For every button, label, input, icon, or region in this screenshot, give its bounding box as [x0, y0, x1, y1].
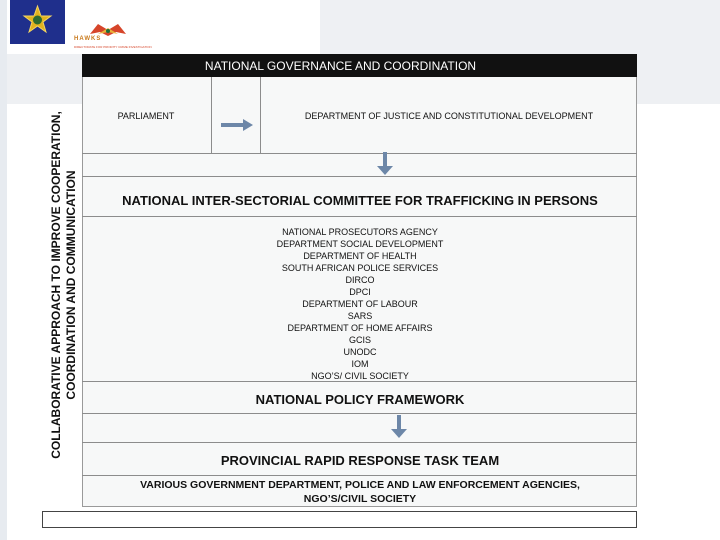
agency-item: UNODC — [343, 347, 377, 357]
divider — [82, 176, 637, 177]
agency-item: DPCI — [349, 287, 371, 297]
agency-item: SOUTH AFRICAN POLICE SERVICES — [281, 263, 439, 273]
left-edge-strip — [0, 0, 7, 540]
agency-item: DIRCO — [345, 275, 375, 285]
various-line2: NGO’S/CIVIL SOCIETY — [303, 493, 417, 505]
arrow-down-icon — [374, 150, 396, 176]
various-line1: VARIOUS GOVERNMENT DEPARTMENT, POLICE AND LAW ENFORCEMENT AGENCIES, — [140, 479, 580, 491]
doj-label: DEPARTMENT OF JUSTICE AND CONSTITUTIONAL DEVELOPMENT — [304, 111, 594, 121]
agency-item: DEPARTMENT SOCIAL DEVELOPMENT — [276, 239, 444, 249]
agency-item: DEPARTMENT OF LABOUR — [302, 299, 418, 309]
hawks-tagline: DIRECTORATE FOR PRIORITY CRIME INVESTIGATION — [74, 45, 152, 49]
agency-item: IOM — [351, 359, 369, 369]
star-emblem-icon — [10, 0, 65, 44]
side-title-line2: COORDINATION AND COMMUNICATION — [64, 170, 78, 400]
provincial-title: PROVINCIAL RAPID RESPONSE TASK TEAM — [220, 453, 500, 468]
parliament-label: PARLIAMENT — [117, 111, 175, 121]
side-title-line1: COLLABORATIVE APPROACH TO IMPROVE COOPERATION, — [49, 111, 63, 459]
agency-item: NATIONAL PROSECUTORS AGENCY — [282, 227, 438, 237]
policy-title: NATIONAL POLICY FRAMEWORK — [255, 392, 465, 407]
hawks-wordmark: HAWKS — [74, 36, 102, 42]
various-text — [88, 478, 632, 506]
agency-item: GCIS — [348, 335, 371, 345]
agency-item: DEPARTMENT OF HOME AFFAIRS — [287, 323, 433, 333]
header-title: NATIONAL GOVERNANCE AND COORDINATION — [204, 59, 477, 73]
divider — [82, 475, 637, 476]
empty-footer-box — [42, 511, 637, 528]
arrow-down-icon — [388, 413, 410, 439]
agency-item: DEPARTMENT OF HEALTH — [303, 251, 417, 261]
agency-item: NGO’S/ CIVIL SOCIETY — [311, 371, 409, 381]
agency-list — [230, 226, 490, 382]
side-title — [47, 80, 81, 490]
saps-logo — [10, 0, 65, 44]
divider — [82, 381, 637, 382]
divider — [82, 216, 637, 217]
divider — [260, 77, 261, 153]
divider — [82, 153, 637, 154]
agency-item: SARS — [347, 311, 373, 321]
divider — [82, 442, 637, 443]
divider — [82, 413, 637, 414]
arrow-right-icon — [219, 117, 255, 133]
committee-title: NATIONAL INTER-SECTORIAL COMMITTEE FOR TRAFFICKING IN PERSONS — [122, 193, 598, 208]
divider — [211, 77, 212, 153]
